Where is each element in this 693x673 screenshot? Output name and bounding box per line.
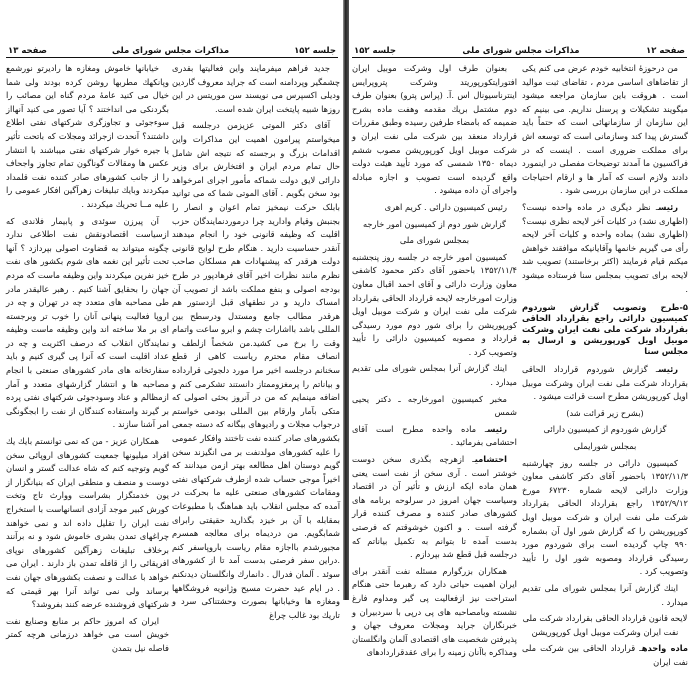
paragraph: کمیسیون دارائی در جلسه روز چهارشنبه ۱۳۵۲/۱۱/۳ باحضور آقای دکتر کاشفی معاون وزارت دارائی لایحه شماره ۶۷۲۳۰ مورخ ۱۳۵۲/۹/۱۲ راجع بقرارداد الحاقی بقرارداد شرکت ملی نفت ایران و شرکت موبیل اویل کورپوریشن را که گزارش شور اول آن بشماره ۹۹۰ چاپ گردیده است برای شوردوم مورد رسیدگی قرارداد ومصوبه شور اول را تأیید وتصویب کرد . (522, 457, 688, 577)
text-column-2 (6, 62, 169, 659)
paragraph: آن پیرزن سوئدی و پابیمار فلاندی که ازسیاست اقتصادونقش نفت اطلاعی ندارد چگونه میتواند به قضاوت اصولی بپردازد ؟ آنها تحت تأثیر این نغمه های شوم بکشور های نفت خیز نفرین میکردند واین وظیفه ماست که مردم جهان را بحقایق آشنا کنیم . رهبر عالیقدر مادر طی مصاحبه های متعدد چه در تهران و چه در اروپا فعالیت پنهانی آنان را خوب تر وبرجسته ای بر ملا ساخته اند واین وظیفه ماست وظیفه نمایندگان انقلاب که درصف اکثریت و چه در عداد اقلیت است که آنرا پی گیری کنیم و باید سفارتخانه های مادر کشورهای صنعتی با انجام مصاحبه ها و انتشار گزارشهای متعدد و آمار ازمظالم و عناد وسودجوئی شرکتهای نفتی پرده بر گیرند واستفاده کنندگان از نفت را ابجگونگی امر آشنا سازند . (6, 215, 169, 430)
session-number: جلسه ۱۵۲ (354, 46, 396, 56)
read-note: (بشرح زیر قرائت شد) (566, 407, 644, 418)
speech-text: ـ گزارش شوردوم قرارداد الحاقی بقرارداد شرکت ملی نفت ایران وشرکت موبیل اویل کورپوریشن مطرح است قرائت میشود . (522, 364, 688, 402)
speaker-name: رئیس (487, 423, 507, 434)
running-title: مذاکرات مجلس شورای ملی (111, 46, 230, 56)
signature: رئیس کمیسیون دارائی . کریم اهری (384, 201, 507, 212)
paragraph: اینك گزارش آنرا بمجلس شورای ملی تقدیم میدارد . (522, 583, 688, 607)
text-column-1 (172, 62, 340, 625)
bill-title: لایحه قانون قرارداد الحاقی بقرارداد شرکت ملی نفت ایران وشرکت موبیل اویل کورپوریشن (522, 613, 688, 637)
article (522, 642, 688, 669)
paragraph: همکاران عزیز - من که نمی توانستم بایك یك افراد میلیونها جمعیت کشورهای اروپائی سخن گویم وتوجیه کنم که شاه عدالت گستر و انسان دوست و منصف و منطقی ایران که بنیانگزار از یون خدمتگزار بشراست ووارث تاج وتخت کورش کبیر موجد آزادی انسانهاست با استخراج نفت ایران را تقلیل داده اند و نمی خواهند چراغهای تمدن بشری خاموش شود و نه برآنند برخلاف تبلیغات زهرآگین کشورهای نوپای افریقائی را از قافله تمدن باز دارند . ایران می خواهد با عدالت و نصفت بکشورهای جهان نفت برساند ولی نمی تواند آنرا بهر قیمتی که شرکتهای فروشنده عرضه کنند بفروشد؟ (6, 436, 169, 610)
page-header (352, 44, 687, 58)
left-page (0, 0, 344, 653)
article-text: ـ قرارداد الحاقی بین شرکت ملی نفت ایران (522, 643, 688, 667)
speech-text: ـ ازهرچه بگذری سخن دوست خوشتر است . آری سخن از نفت است یعنی همان ماده ایکه ارزش و تأثیر آن در اقتصاد وسیاست جهان امروز در سرلوحه برنامه های کشورهای صادر کننده و مصرف کننده قرار گرفته است . و اکنون خوشوقتم که فرصتی بدست آمده تا بتوانم به تکمیل بیاناتم که درجلسه قبل قطع شد بپردازم . (352, 454, 517, 560)
paragraph: آقای دکتر الموتی عزیزمن درجلسه قبل میخواستم پیرامون اهمیت این مذاکرات واین اقدامات بزرگ و برجسته که نتیجه اش شامل حال تمام مردم ایران و افتخارش برای وزیر دارائی لایق دولت شماکه مأمور اجرای امرخواهد بود سخن بگویم . آقای الموتی شما که می توانید بابلک حرکت نیمخیز تمام اعوان و انصار را بجنبش وقیام وادارید چرا درموردنمایندگان حزب اقلیت که وظیفه قانونی خود را انجام میدهند آنقدر حساسیت دارید . هنگام طرح لوایح قانونی دولت هرقدر که پیشنهادات هم مسلکان صاحب نظرم مانند نظرات اخیر آقای فرهادپور در طرح بودجه اصولی و بنفع مملکت باشد از تصویب آن امساک دارید و در نطقهای قبل ازدستور هم هرقدر مطالب جامع ومستدل ودرسطح بین المللی باشد بااشارات چشم و ابرو ساعت واتمام وقت را برخ می کشید.من شخصاً ازلطف و انصاف مقام محترم ریاست کاهی از قطع سخنانم درجلسه اخیر مرا مورد دلجوئی قرارداده و بیاناتم را پرمغزوممتاز دانستند تشکرمی کنم و اضافه مینمایم که من در آنروز بحثی اصولی که متکی بآمار وارقام بین المللی بودمی خواستم درجواب مجلات و رادیوهای بیگانه که دسته جمعی بکشورهای صادر کننده نفت تاختند وافکار عمومی را علیه کشورهای مولدنفت بر می انگیزند سخن گویم دوستان اهل مطالعه بهتر ازمن میدانند که اخیراً موجی حساب شده ازطرف شرکتهای نفتی ومقامات کشورهای صنعتی علیه ما بحرکت در آمده که مجلس انقلاب باید هماهنگ با مطبوعات بمقابله با آن بر خیزد بگذارید حقیقتی رابرای شمابگویم. من دردیماه برای معالجه همسرم مجبورشدم بااجازه مقام ریاست باروپاسفر کنم .دراین سفر فرصتی بدست آمد تا از کشورهای سوئد . آلمان فدرال . دانمارك وانگلستان دیدنکنم . در ایام عید حضرت مسیح وژانویه فروشگاهها ومغازه ها وخیابانها بصورت وحشتناکی سرد و تاریك بود غالب چراغ (172, 120, 340, 620)
paragraph (522, 363, 688, 404)
section-heading: ۵-طرح وتصویب گزارش شوردوم کمیسیون دارائی راجع بقرارداد الحاقی بقرارداد شرکت ملی نفت ایران وشرکت موبیل اویل کورپوریشن و ارسال به مجلس سنا (522, 302, 688, 357)
session-number: جلسه ۱۵۲ (294, 46, 336, 56)
text-column-2 (352, 62, 517, 663)
speaker-name: رئیس (658, 364, 678, 375)
paragraph (352, 423, 517, 450)
report-recipient: بمجلس شورایملی (573, 441, 637, 452)
speech-text: ـ نظر دیگری در ماده واحده نیست؟ (اظهاری نشد) در کلیات آخر لایحه نظری نیست؟ (اظهاری نشد) بماده واحده و کلیات آخر لایحه رأی می گیریم خانمها وآقایانیکه موافقند خواهش میکنم قیام فرمایند (اکثر برخاستند) تصویب شد لایحه برای تصویب بمجلس سنا فرستاده میشود . (522, 201, 688, 294)
paragraph: کمیسیون امور خارجه در جلسه روز پنجشنبه ۱۳۵۲/۱۱/۴ باحضور آقای دکتر محمود کاشفی معاون وزارت دارائی و آقای احمد اقبال معاون وزارت امورخارجه لایحه قرارداد الحاقی بقرارداد شرکت ملی نفت ایران و شرکت موبیل اویل کورپوریشن را برای شور دوم مورد رسیدگی قرارداد و مصوبه کمیسیون دارائی را تأیید وتصویب کرد . (352, 251, 517, 357)
paragraph: خیابانها خاموش ومغازه ها رادیرتو نورشمع وپانکهك مطربها روشن کرده بودند ولی شما خیال می کنید عامهٔ مردم گناه این مصائب را بگردنکی می انداختند ؟ آیا تصور می کنید آنهااز سوءجوئی و تجاوزگری شرکتهای نفتی اطلاع داشتند؟ آنحدت ازجرائد ومجلات که باتحت تأثیر یا جیره خوار شرکتهای نفتی میباشند با انتشار عکس ها ومقالات گوناگون تمام تجاوز واجحاف را از جانب کشورهای صادر کننده نفت قلمداد میکردند وبایك تبلیغات زهرآگین افکار عمومی را علیه مــا تحریك میکردند . (6, 63, 169, 209)
speaker-name: رئیس (658, 201, 678, 212)
speech-text: ـ ماده واحده مطرح است آقای احتشامی بفرمائید . (352, 423, 517, 448)
paragraph (352, 453, 517, 562)
running-title: مذاکرات مجلس شورای ملی (462, 46, 580, 56)
paragraph: اینك گزارش آنرا بمجلس شورای ملی تقدیم میدارد . (352, 363, 517, 388)
report-recipient: بمجلس شورای ملی (399, 235, 470, 246)
report-title: گزارش شوردوم از کمیسیون دارائی (543, 424, 667, 435)
paragraph: همکاران بزرگوارم مسئله نفت آنقدر برای ایران اهمیت حیاتی دارد که رهبرما حتی هنگام استراحت نیز ازفعالیت پی گیر ومداوم فارغ نشسته وبامصاحبه های پی درپی با سردبیران و خبرنگاران جراید ومجلات معروف جهان و پذیرفتن شخصیت های اقتصادی آلمان وانگلستان ومذاکره باآنان زمینه را برای عقدقراردادهای (352, 565, 517, 658)
signature: مخبر کمیسیون امورخارجه ـ دکتر یحیی شمس (352, 393, 517, 418)
right-page (348, 0, 693, 667)
speaker-name: احتشامی (474, 454, 507, 465)
page-number: صفحه ۱۲ (646, 46, 685, 56)
page-header (6, 44, 338, 58)
page-number: صفحه ۱۳ (8, 46, 47, 56)
paragraph: بعنوان طرف اول وشرکت موبیل ایران افتورایتکورپوریتد وشرکت پتروپرایس اینترناسیونال اس .آ. (پراس پترو) بعنوان طرف دوم مشتمل بریك مقدمه وهفت ماده بشرح ضمیمه که بامضاء طرفین رسیده وطبق مقررات قرارداد منعقد بین شرکت ملی نفت ایران و شرکت موبیل اویل کورپوریشن مصوب ششم دیماه ۱۳۵۰ شمسی که مورد تأیید هیئت دولت واقع گردیده است تصویب و اجازه مبادله واجرای آن داده میشود . (352, 63, 517, 196)
paragraph (522, 201, 688, 296)
paragraph: ایران که امروز حاکم بر منابع وصنایع نفت خویش است می خواهد درزمانی هرچه کمتر فاصله نیل بتمدن (6, 615, 169, 653)
paragraph: جدید فراهم میفرمایند واین فعالیتها بقدری چشمگیر وپردامنه است که جراید معروف گاردین ودیلی اکسپرس می نویسند سن موریتس در این روزها شبیه پایتخت ایران شده است. (172, 63, 340, 114)
article-label: ماده واحده (641, 643, 688, 654)
paragraph: من درحوزهٔ انتخابیه خودم عرض می کنم یکی از تقاضاهای اساسی مردم ، تقاضای ثبت موالید است . هروقت باین سازمان مراجعه میشود میگویند تشکیلات و پرسنل نداریم. می بینیم که این سازمان از سازمانهائی است که حتماً باید گسترش پیدا کند وسازمانی است که توسعه اش برای مملکت ضروری است . اینست که در فراکسیون ما آمدند توضیحات مفصلی در اینمورد دادند ولازم است که آمار ها و ارقام احتیاجات مملکت در این سازمان بررسی شود . (522, 63, 688, 196)
text-column-1 (522, 62, 688, 673)
report-title: گزارش شور دوم از کمیسیون امور خارجه (362, 218, 506, 229)
